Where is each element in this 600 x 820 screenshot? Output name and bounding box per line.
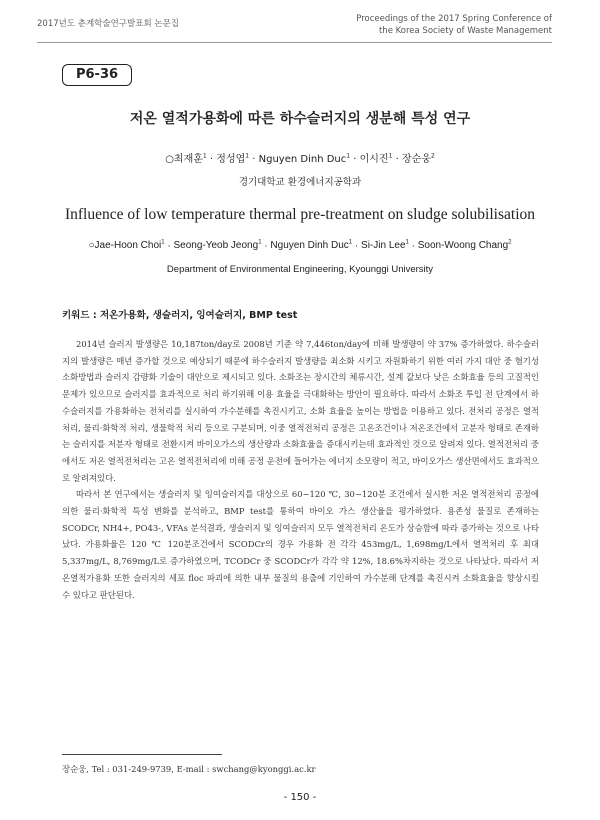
body-text [62,336,539,603]
author-ko-1: ○최재훈$^1$ [165,152,207,165]
author-en-5: Soon-Woong Chang$^2$ [417,240,512,252]
author-en-1: ○Jae-Hoon Choi$^1$ [88,240,165,252]
korean-authors: ○최재훈$^1$ · 정성엽$^1$ · Nguyen Dinh Duc$^1$ · 이시진$^1$ · 장순웅$^2$ [165,152,435,165]
running-header-right [356,13,552,37]
english-affiliation: Department of Environmental Engineering, Kyounggi University [166,264,434,275]
author-ko-2: 정성엽$^1$ [216,152,250,165]
corresponding-author-footnote: 장순웅, Tel : 031-249-9739, E-mail : swchang@kyonggi.ac.kr [62,764,316,774]
english-title: Influence of low temperature thermal pre-treatment on sludge solubilisation [64,206,535,223]
keywords: 키워드 : 저온가용화, 생슬러지, 잉여슬러지, BMP test [62,310,298,321]
author-en-4: Si-Jin Lee$^1$ [361,240,409,252]
author-en-3: Nguyen Dinh Duc$^1$ [270,240,353,252]
running-header-right-line2: the Korea Society of Waste Management [378,26,552,36]
paragraph: 2014년 슬러지 발생량은 10,187ton/day로 2008년 기준 약 7,446ton/day에 비해 발생량이 약 37% 증가하였다. 하수슬러지의 발생량은 매년 증가할 것으로 예상되기 때문에 하수슬러지 발생량을 최소화 시키고 자원화하기 위한 여러 가지 대안 중 혐기성 소화방법과 슬러지 감량화 기술이 대안으로 제시되고 있다. 소화조는 장시간의 체류시간, 설계 값보다 낮은 소화효율 등의 고질적인 문제가 있으므로 슬러지를 효과적으로 처리 하기위해 이용 효율을 극대화하는 방안이 필요하다. 따라서 소화조 투입 전 단계에서 하수슬러지를 가용화하는 전처리를 실시하여 가수분해를 촉진시키고, 소화 효율을 높이는 방법을 이용하고 있다. 전처리 공정은 열적처리, 물리·화학적 처리, 생물학적 처리 등으로 구분되며, 이중 열적전처리 공정은 고온조건이나 저온조건에서 고분자 형태로 존재하는 슬러지를 저분자 형태로 전환시켜 바이오가스의 생산량과 소화효율을 증대시키는데 효과적인 것으로 알려져 있다. 열적전처리 중에서도 저온 열적전처리는 고온 열적전처리에 비해 공정 운전에 들어가는 에너지 소모량이 적고, 바이오가스 생산면에서도 효과적으로 알려져있다. [62,339,539,483]
author-en-2: Seong-Yeob Jeong$^1$ [173,240,262,252]
author-ko-5: 장순웅$^2$ [402,152,435,165]
author-ko-3: Nguyen Dinh Duc$^1$ [258,152,351,165]
korean-title: 저온 열적가용화에 따른 하수슬러지의 생분해 특성 연구 [129,111,471,127]
running-header-right-line1: Proceedings of the 2017 Spring Conference of [356,14,552,24]
paper-id-badge: P6-36 [62,64,132,86]
running-header-left: 2017년도 춘계학술연구발표회 논문집 [37,19,179,29]
header-divider [37,42,552,43]
korean-affiliation: 경기대학교 환경에너지공학과 [238,177,362,188]
paragraph: 따라서 본 연구에서는 생슬러지 및 잉여슬러지를 대상으로 60~120 ℃, 30~120분 조건에서 실시한 저온 열적전처리 공정에 의한 물리·화학적 특성 변화를 분석하고, BMP test를 통하여 바이오 가스 생산율을 평가하였다. 용존성 물질로 존재하는 SCODCr, NH4+, PO43-, VFAs 분석결과, 생슬러지 및 잉여슬러지 모두 열적전처리 온도가 상승함에 따라 증가하는 것으로 나타났다. 가용화율은 120 ℃ 120분조건에서 SCODCr의 경우 가용화 전 각각 453mg/L, 1,698mg/L에서 열적처리 후 최대 5,337mg/L, 8,769mg/L로 증가하였으며, TCODCr 중 SCODCr가 각각 약 12%, 18.6%차지하는 것으로 나타났다. 따라서 저온열적가용화 또한 슬러지의 세포 floc 파괴에 의한 내부 물질의 용출에 기인하여 가수분해 단계를 촉진시켜 소화효율을 향상시킬 수 있다고 판단된다. [62,489,539,600]
english-authors: ○Jae-Hoon Choi$^1$ · Seong-Yeob Jeong$^1$ · Nguyen Dinh Duc$^1$ · Si-Jin Lee$^1$ · Soon-Woong Chang$^2$ [88,240,512,252]
page-number: - 150 - [283,792,317,803]
footnote-divider [62,754,222,755]
author-ko-4: 이시진$^1$ [359,152,393,165]
